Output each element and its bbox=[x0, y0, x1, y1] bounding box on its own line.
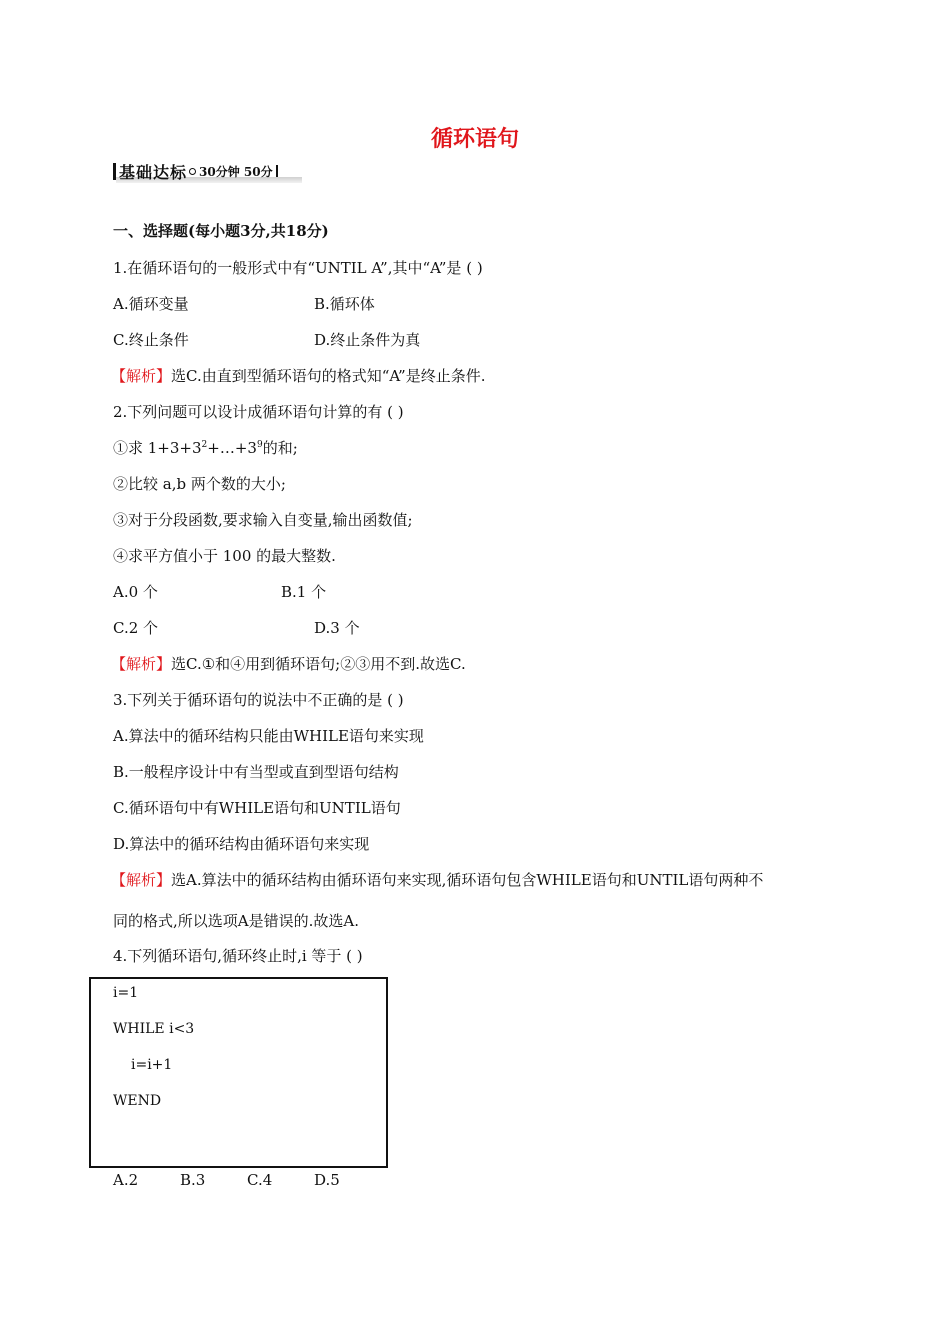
q1-stem: 1.在循环语句的一般形式中有“UNTIL A”,其中“A”是 ( ) bbox=[113, 259, 483, 277]
code-line-4: WEND bbox=[113, 1093, 162, 1109]
q2-item-1-post: 的和; bbox=[262, 439, 298, 457]
q4-option-a: A.2 bbox=[113, 1171, 139, 1189]
q1-option-b: B.循环体 bbox=[314, 295, 375, 313]
q1-analysis-text: 选C.由直到型循环语句的格式知“A”是终止条件. bbox=[171, 367, 486, 385]
code-line-1: i=1 bbox=[113, 985, 139, 1001]
analysis-tag: 【解析】 bbox=[111, 655, 172, 673]
q2-item-1-pre: ①求 1+3+3 bbox=[113, 439, 202, 457]
badge-meta: 30分钟 50分 bbox=[199, 164, 273, 179]
q2-item-1 bbox=[113, 437, 298, 458]
q2-stem: 2.下列问题可以设计成循环语句计算的有 ( ) bbox=[113, 403, 404, 421]
q2-option-b: B.1 个 bbox=[281, 583, 327, 601]
q3-analysis-text-1: 选A.算法中的循环结构由循环语句来实现,循环语句包含WHILE语句和UNTIL语句两种不 bbox=[171, 871, 764, 889]
q3-option-c: C.循环语句中有WHILE语句和UNTIL语句 bbox=[113, 799, 401, 817]
q2-item-1-sup2: 9 bbox=[256, 440, 263, 450]
q1-analysis bbox=[111, 365, 485, 386]
q1-option-c: C.终止条件 bbox=[113, 331, 189, 349]
code-line-3: i=i+1 bbox=[131, 1057, 173, 1073]
q3-stem: 3.下列关于循环语句的说法中不正确的是 ( ) bbox=[113, 691, 404, 709]
code-line-2: WHILE i<3 bbox=[113, 1021, 195, 1037]
q3-option-d: D.算法中的循环结构由循环语句来实现 bbox=[113, 835, 370, 853]
q3-option-b: B.一般程序设计中有当型或直到型语句结构 bbox=[113, 763, 399, 781]
q2-option-a: A.0 个 bbox=[113, 583, 158, 601]
q4-option-c: C.4 bbox=[247, 1171, 273, 1189]
badge-bar-icon bbox=[113, 163, 116, 180]
q1-option-d: D.终止条件为真 bbox=[314, 331, 421, 349]
q2-analysis-text: 选C.①和④用到循环语句;②③用不到.故选C. bbox=[171, 655, 466, 673]
q2-item-2: ②比较 a,b 两个数的大小; bbox=[113, 475, 286, 493]
q2-item-1-sup1: 2 bbox=[201, 440, 208, 450]
page-title: 循环语句 bbox=[430, 126, 519, 152]
analysis-tag: 【解析】 bbox=[111, 871, 172, 889]
analysis-tag: 【解析】 bbox=[111, 367, 172, 385]
q2-analysis bbox=[111, 653, 466, 674]
clock-icon bbox=[189, 168, 196, 175]
q2-option-d: D.3 个 bbox=[314, 619, 360, 637]
q4-option-d: D.5 bbox=[314, 1171, 340, 1189]
q4-stem: 4.下列循环语句,循环终止时,i 等于 ( ) bbox=[113, 947, 363, 965]
q2-item-3: ③对于分段函数,要求输入自变量,输出函数值; bbox=[113, 511, 413, 529]
section-heading: 一、选择题(每小题3分,共18分) bbox=[113, 222, 329, 240]
q1-option-a: A.循环变量 bbox=[113, 295, 189, 313]
section-badge bbox=[113, 160, 278, 182]
q3-option-a: A.算法中的循环结构只能由WHILE语句来实现 bbox=[113, 727, 424, 745]
q3-analysis-line-2: 同的格式,所以选项A是错误的.故选A. bbox=[113, 912, 359, 930]
q3-analysis-line-1 bbox=[111, 869, 763, 890]
badge-end-icon bbox=[276, 165, 278, 177]
badge-label: 基础达标 bbox=[119, 162, 188, 182]
q2-item-4: ④求平方值小于 100 的最大整数. bbox=[113, 547, 336, 565]
q2-option-c: C.2 个 bbox=[113, 619, 159, 637]
q2-item-1-mid: +…+3 bbox=[207, 439, 257, 457]
q4-option-b: B.3 bbox=[180, 1171, 206, 1189]
